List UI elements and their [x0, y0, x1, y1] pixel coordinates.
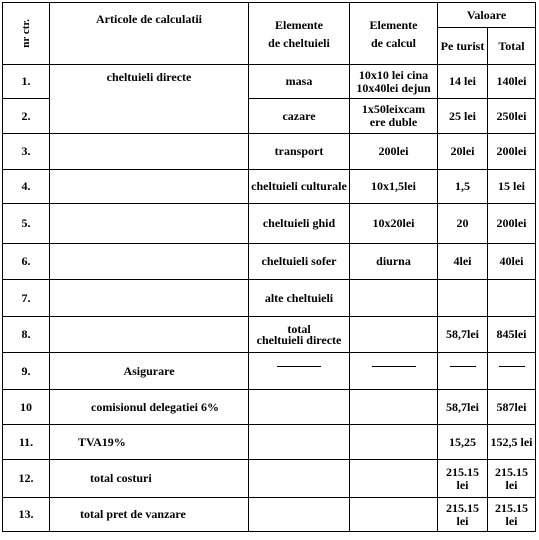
row-element	[249, 498, 350, 532]
header-elemente-calcul: Elemente de calcul	[350, 3, 438, 65]
row-calcul	[350, 390, 438, 425]
row-articol: total costuri	[50, 460, 249, 498]
row-nr: 12.	[3, 460, 50, 498]
row-calcul: 10x10 lei cina 10x40lei dejun	[350, 65, 438, 99]
row-articol	[50, 204, 249, 244]
row-total: 200lei	[488, 134, 536, 170]
table-row	[3, 134, 536, 170]
row-per-turist: 58,7lei	[438, 317, 488, 353]
row-total: 152,5 lei	[488, 425, 536, 460]
row-articol: Asigurare	[50, 353, 249, 390]
row-calcul	[350, 425, 438, 460]
row-nr: 4.	[3, 170, 50, 204]
row-articol: TVA19%	[50, 425, 249, 460]
row-calcul: 1x50leixcam ere duble	[350, 99, 438, 134]
row-nr: 8.	[3, 317, 50, 353]
row-articol	[50, 317, 249, 353]
header-valoare: Valoare	[438, 3, 536, 28]
table-row	[3, 498, 536, 532]
row-per-turist: 20lei	[438, 134, 488, 170]
row-total: 200lei	[488, 204, 536, 244]
row-calcul	[350, 317, 438, 353]
table-row	[3, 353, 536, 390]
row-element: transport	[249, 134, 350, 170]
row-nr: 7.	[3, 280, 50, 317]
row-element	[249, 460, 350, 498]
row-total: 845lei	[488, 317, 536, 353]
row-total: 250lei	[488, 99, 536, 134]
header-pe-turist: Pe turist	[438, 28, 488, 65]
row-per-turist: 14 lei	[438, 65, 488, 99]
row-total: 587lei	[488, 390, 536, 425]
row-articol: cheltuieli directe	[50, 65, 249, 134]
dash-mark	[450, 366, 476, 367]
row-element: cheltuieli culturale	[249, 170, 350, 204]
row-per-turist: 58,7lei	[438, 390, 488, 425]
header-nr-text: nr ctr.	[19, 19, 32, 48]
row-calcul	[350, 280, 438, 317]
row-total: 215.15 lei	[488, 498, 536, 532]
row-element: cheltuieli ghid	[249, 204, 350, 244]
row-element: total cheltuieli directe	[249, 317, 350, 353]
row-element: cheltuieli sofer	[249, 244, 350, 280]
table-row	[3, 280, 536, 317]
row-articol: total pret de vanzare	[50, 498, 249, 532]
row-nr: 9.	[3, 353, 50, 390]
row-per-turist: 215.15 lei	[438, 498, 488, 532]
table-row	[3, 65, 536, 99]
header-row	[3, 3, 536, 28]
header-elemente-cheltuieli: Elemente de cheltuieli	[249, 3, 350, 65]
header-articole: Articole de calculatii	[50, 3, 249, 65]
row-element	[249, 353, 350, 390]
row-per-turist: 20	[438, 204, 488, 244]
header-nr	[3, 3, 50, 65]
row-articol	[50, 134, 249, 170]
row-per-turist: 1,5	[438, 170, 488, 204]
row-articol	[50, 244, 249, 280]
row-element	[249, 390, 350, 425]
row-total	[488, 353, 536, 390]
row-calcul	[350, 460, 438, 498]
row-articol	[50, 280, 249, 317]
row-calcul: 200lei	[350, 134, 438, 170]
row-per-turist: 25 lei	[438, 99, 488, 134]
row-total: 40lei	[488, 244, 536, 280]
dash-mark	[499, 366, 525, 367]
table-row	[3, 390, 536, 425]
row-total: 215.15 lei	[488, 460, 536, 498]
row-calcul: 10x1,5lei	[350, 170, 438, 204]
table-row	[3, 204, 536, 244]
row-nr: 3.	[3, 134, 50, 170]
header-total: Total	[488, 28, 536, 65]
cost-calculation-table	[2, 2, 536, 532]
row-calcul	[350, 353, 438, 390]
row-element: cazare	[249, 99, 350, 134]
row-nr: 5.	[3, 204, 50, 244]
row-nr: 1.	[3, 65, 50, 99]
row-total: 140lei	[488, 65, 536, 99]
row-nr: 10	[3, 390, 50, 425]
dash-mark	[277, 366, 321, 367]
table-row	[3, 460, 536, 498]
table-row	[3, 425, 536, 460]
row-nr: 11.	[3, 425, 50, 460]
row-element: masa	[249, 65, 350, 99]
row-articol	[50, 170, 249, 204]
row-calcul	[350, 498, 438, 532]
row-element	[249, 425, 350, 460]
row-element: alte cheltuieli	[249, 280, 350, 317]
table-row	[3, 170, 536, 204]
row-articol: comisionul delegatiei 6%	[50, 390, 249, 425]
table-row	[3, 244, 536, 280]
table-row	[3, 317, 536, 353]
row-calcul: 10x20lei	[350, 204, 438, 244]
row-nr: 6.	[3, 244, 50, 280]
row-per-turist	[438, 280, 488, 317]
row-per-turist	[438, 353, 488, 390]
row-per-turist: 4lei	[438, 244, 488, 280]
row-per-turist: 215.15 lei	[438, 460, 488, 498]
row-nr: 2.	[3, 99, 50, 134]
row-calcul: diurna	[350, 244, 438, 280]
row-per-turist: 15,25	[438, 425, 488, 460]
row-total: 15 lei	[488, 170, 536, 204]
row-total	[488, 280, 536, 317]
row-nr: 13.	[3, 498, 50, 532]
dash-mark	[372, 366, 416, 367]
